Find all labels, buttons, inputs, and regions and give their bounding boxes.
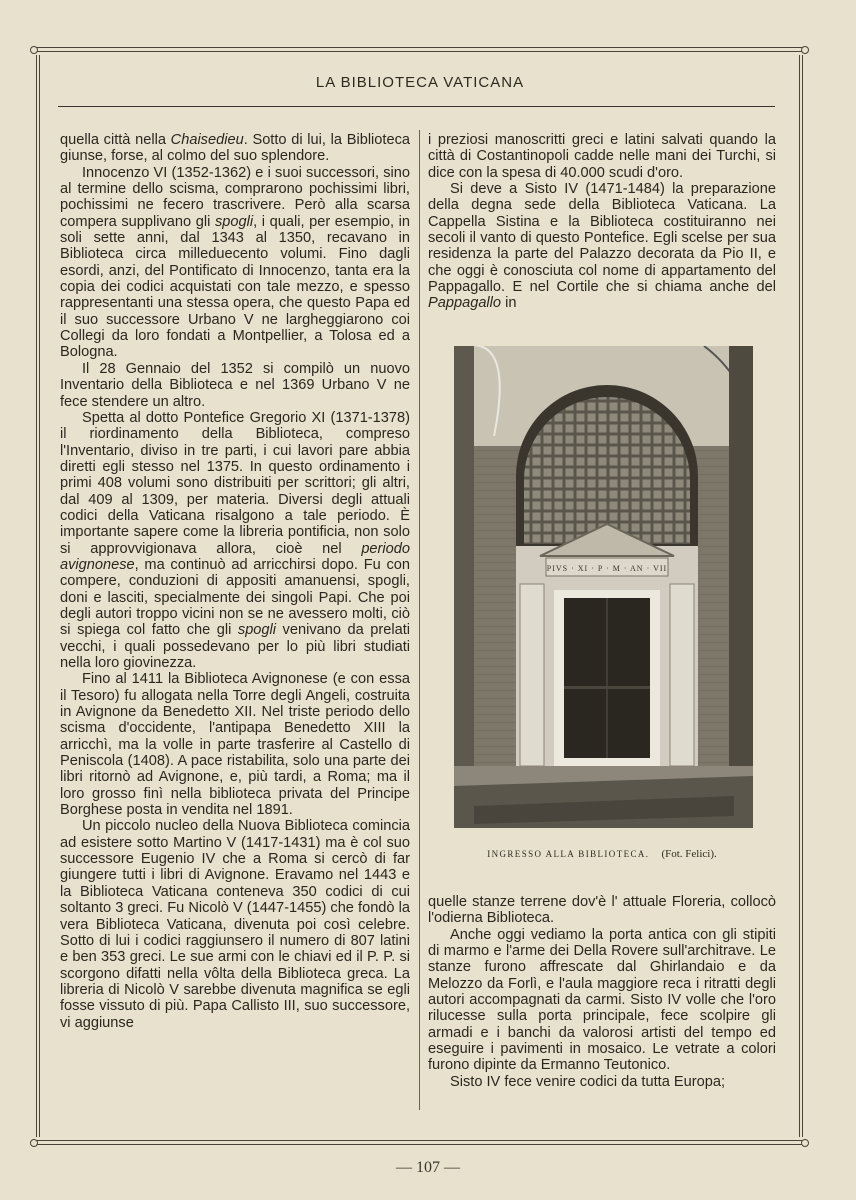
- photo-caption: [428, 848, 776, 860]
- caption-credit: (Fot. Felici).: [661, 848, 717, 860]
- frame-left-inner: [39, 55, 40, 1137]
- paragraph: Anche oggi vediamo la porta antica con gli stipiti di marmo e l'arme dei Della Rovere sull'architrave. Le stanze furono affrescate dal Ghirlandaio e da Melozzo da Forlì, e l'aula maggiore reca i ritratti degli autori accompagnati da carmi. Sisto IV volle che l'oro rilucesse sulla porta principale, fece scolpire gli armadi e i banchi da valorosi artisti del tempo ed eseguire i pavimenti in mosaico. Le vetrate a colori furono dipinte da Ermanno Teutonico.: [428, 926, 776, 1074]
- paragraph: Spetta al dotto Pontefice Gregorio XI (1371-1378) il riordinamento della Biblioteca, compreso l'Inventario, diviso in tre parti, i cui lavori pare abbia diretti egli stesso nel 1375. In questo ordinamento i primi 408 volumi sono distribuiti per scrittori; gli altri, dal 409 al 1309, per materia. Diversi degli attuali codici della Vaticana risalgono a tale periodo. È importante sapere come la libreria pontificia, non solo si approvvigionava allora, cioè nel periodo avignonese, ma continuò ad arricchirsi dopo. Fu con compere, conduzioni di appositi amanuensi, spogli, doni e lasciti, specialmente dei singoli Papi. Che poi degli autori troppo vicini non se ne avessero molti, ciò si spiega col fatto che gli spogli venivano da prelati vecchi, i quali possedevano per lo più libri studiati nella loro giovinezza.: [60, 409, 411, 671]
- paragraph: Il 28 Gennaio del 1352 si compilò un nuovo Inventario della Biblioteca e nel 1369 Urbano V ne fece stendere un altro.: [60, 360, 410, 410]
- running-head: LA BIBLIOTECA VATICANA: [315, 74, 525, 91]
- frame-right-inner: [799, 55, 800, 1137]
- paragraph: Sisto IV fece venire codici da tutta Europa;: [450, 1073, 726, 1090]
- paragraph: Un piccolo nucleo della Nuova Biblioteca comincia ad esistere sotto Martino V (1417-1431) ma è col suo successore Eugenio IV che a Roma si cercò di far giungere tutti i libri di Avignone. Eravamo nel 1443 e la Biblioteca Vaticana conteneva 350 codici di cui soltanto 3 greci. Fu Nicolò V (1447-1455) che fondò la vera Biblioteca Vaticana, divenuta poi così celebre. Sotto di lui i codici raggiunsero il numero di 807 latini e ben 353 greci. Le sue armi con le chiavi ed il P. P. si scorgono difatti nella vôlta della Biblioteca greca. La libreria di Nicolò V sarebbe divenuta magnifica se egli fosse vissuto di più. Papa Callisto III, suo successore, vi aggiunse: [60, 818, 410, 1031]
- header-rule: [58, 106, 775, 107]
- paragraph: Innocenzo VI (1352-1362) e i suoi successori, sino al termine dello scisma, comprarono pochissimi libri, pochissimi ne fecero trascrivere. Però alla scarsa compera supplivano gli spogli, i quali, per esempio, in soli sette anni, dal 1343 al 1350, recavano in Biblioteca circa milleduecento volumi. Fino dagli esordi, anzi, del Pontificato di Innocenzo, tanta era la copia dei codici acquistati con tale mezzo, e spesso rappresentanti una stessa opera, che questo Papa ed il suo successore Urbano V ne largheggiarono coi Collegi da loro fondati a Montpellier, a Tolosa ed a Bologna.: [60, 164, 410, 361]
- library-entrance-photo: [454, 346, 753, 828]
- frame-bottom-inner: [36, 1140, 802, 1141]
- page-number: — 107 —: [396, 1159, 460, 1176]
- right-column-top: [428, 132, 776, 312]
- corner-ornament: [801, 1139, 809, 1147]
- frame-top-outer: [36, 47, 802, 48]
- frame-right-outer: [802, 55, 803, 1137]
- paragraph: quelle stanze terrene dov'è l' attuale Floreria, collocò l'odierna Biblioteca.: [428, 894, 776, 927]
- frame-bottom-outer: [36, 1144, 802, 1145]
- left-column: [60, 132, 410, 1031]
- corner-ornament: [801, 46, 809, 54]
- paragraph: i preziosi manoscritti greci e latini salvati quando la città di Costantinopoli cadde nelle mani dei Turchi, si dice con la spesa di 40.000 scudi d'oro.: [428, 132, 776, 181]
- column-divider: [419, 130, 420, 1110]
- corner-ornament: [30, 1139, 38, 1147]
- corner-ornament: [30, 46, 38, 54]
- paragraph: quella città nella Chaisedieu. Sotto di lui, la Biblioteca giunse, forse, al colmo del suo splendore.: [60, 132, 410, 165]
- right-column-bottom: [428, 894, 776, 1090]
- caption-title: INGRESSO ALLA BIBLIOTECA.: [487, 849, 650, 859]
- paragraph: Si deve a Sisto IV (1471-1484) la preparazione della degna sede della Biblioteca Vaticana. La Cappella Sistina e la Biblioteca costituiranno nei secoli il vanto di questo Pontefice. Egli scelse per sua residenza la parte del Palazzo decorata da Pio II, e che oggi è conosciuta col nome di appartamento del Pappagallo. E nel Cortile che si chiama anche del Pappagallo in: [428, 181, 776, 312]
- frame-top-inner: [36, 51, 802, 52]
- frame-left-outer: [36, 55, 37, 1137]
- paragraph: Fino al 1411 la Biblioteca Avignonese (e con essa il Tesoro) fu allogata nella Torre degli Angeli, costruita in Avignone da Benedetto XII. Nel triste periodo dello scisma d'occidente, l'antipapa Benedetto XIII la arricchì, ma la volle in parte trasferire al Castello di Peniscola (1408). A pace ristabilita, solo una parte dei libri ritornò ad Avignone, e, più tardi, a Roma; ma il loro grosso finì nella biblioteca privata del Principe Borghese posta in vendita nel 1891.: [60, 671, 410, 819]
- photo-inscription: PIVS · XI · P · M · AN · VII: [546, 564, 668, 573]
